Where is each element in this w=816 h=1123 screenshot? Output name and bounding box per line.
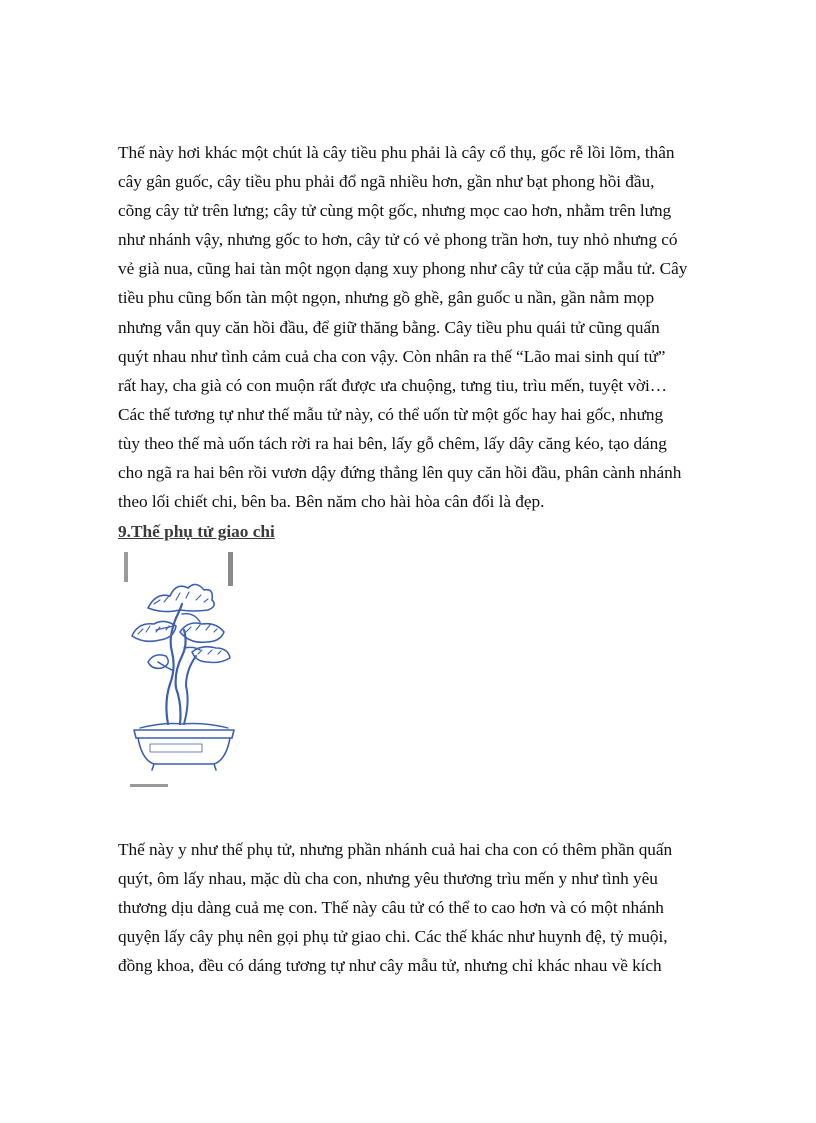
paragraph-line: đồng khoa, đều có dáng tương tự như cây mẫu tử, nhưng chỉ khác nhau về kích (118, 956, 662, 976)
paragraph-line: vẻ già nua, cũng hai tàn một ngọn dạng xuy phong như cây tử của cặp mẫu tử. Cây (118, 259, 688, 279)
bonsai-icon (124, 552, 240, 796)
paragraph-line: nhưng vẫn quy căn hồi đầu, để giữ thăng bằng. Cây tiều phu quái tử cũng quấn (118, 317, 660, 337)
paragraph-line: cây gân guốc, cây tiều phu phải đổ ngã nhiều hơn, gần như bạt phong hồi đầu, (118, 172, 655, 192)
bonsai-tree-illustration (124, 552, 240, 796)
paragraph-line: quýt, ôm lấy nhau, mặc dù cha con, nhưng yêu thương trìu mến y như tình yêu (118, 869, 658, 889)
paragraph-line: Thế này hơi khác một chút là cây tiều phu phải là cây cổ thụ, gốc rễ lồi lõm, thân (118, 143, 675, 162)
paragraph-line: như nhánh vậy, nhưng gốc to hơn, cây tử có vẻ phong trần hơn, tuy nhỏ nhưng có (118, 230, 678, 250)
paragraph-line: quyện lấy cây phụ nên gọi phụ tử giao chi. Các thế khác như huynh đệ, tỷ muội, (118, 927, 668, 947)
section-heading: 9.Thế phụ tử giao chi (118, 522, 275, 541)
paragraph-line: theo lối chiết chi, bên ba. Bên năm cho hài hòa cân đối là đẹp. (118, 492, 545, 512)
paragraph-line: Thế này y như thế phụ tử, nhưng phần nhánh cuả hai cha con có thêm phần quấn (118, 840, 673, 859)
paragraph-line: thương dịu dàng cuả mẹ con. Thế này câu tử có thể to cao hơn và có một nhánh (118, 898, 664, 918)
paragraph-line: rất hay, cha già có con muộn rất được ưa chuộng, tưng tiu, trìu mến, tuyệt vời… (118, 375, 668, 395)
paragraph-2 (118, 835, 718, 980)
paragraph-line: cho ngã ra hai bên rồi vươn dậy đứng thẳng lên quy căn hồi đầu, phân cành nhánh (118, 463, 682, 483)
paragraph-line: quýt nhau như tình cảm cuả cha con vậy. Còn nhân ra thế “Lão mai sinh quí tử” (118, 346, 666, 366)
paragraph-1 (118, 138, 718, 516)
paragraph-line: tùy theo thế mà uốn tách rời ra hai bên, lấy gỗ chêm, lấy dây căng kéo, tạo dáng (118, 433, 667, 453)
paragraph-line: cõng cây tử trên lưng; cây tử cùng một gốc, nhưng mọc cao hơn, nhằm trên lưng (118, 201, 672, 221)
paragraph-line: tiều phu cũng bốn tàn một ngọn, nhưng gồ ghề, gân guốc u nần, gần nằm mọp (118, 288, 655, 308)
paragraph-line: Các thế tương tự như thế mẫu tử này, có thể uốn từ một gốc hay hai gốc, nhưng (118, 404, 664, 424)
